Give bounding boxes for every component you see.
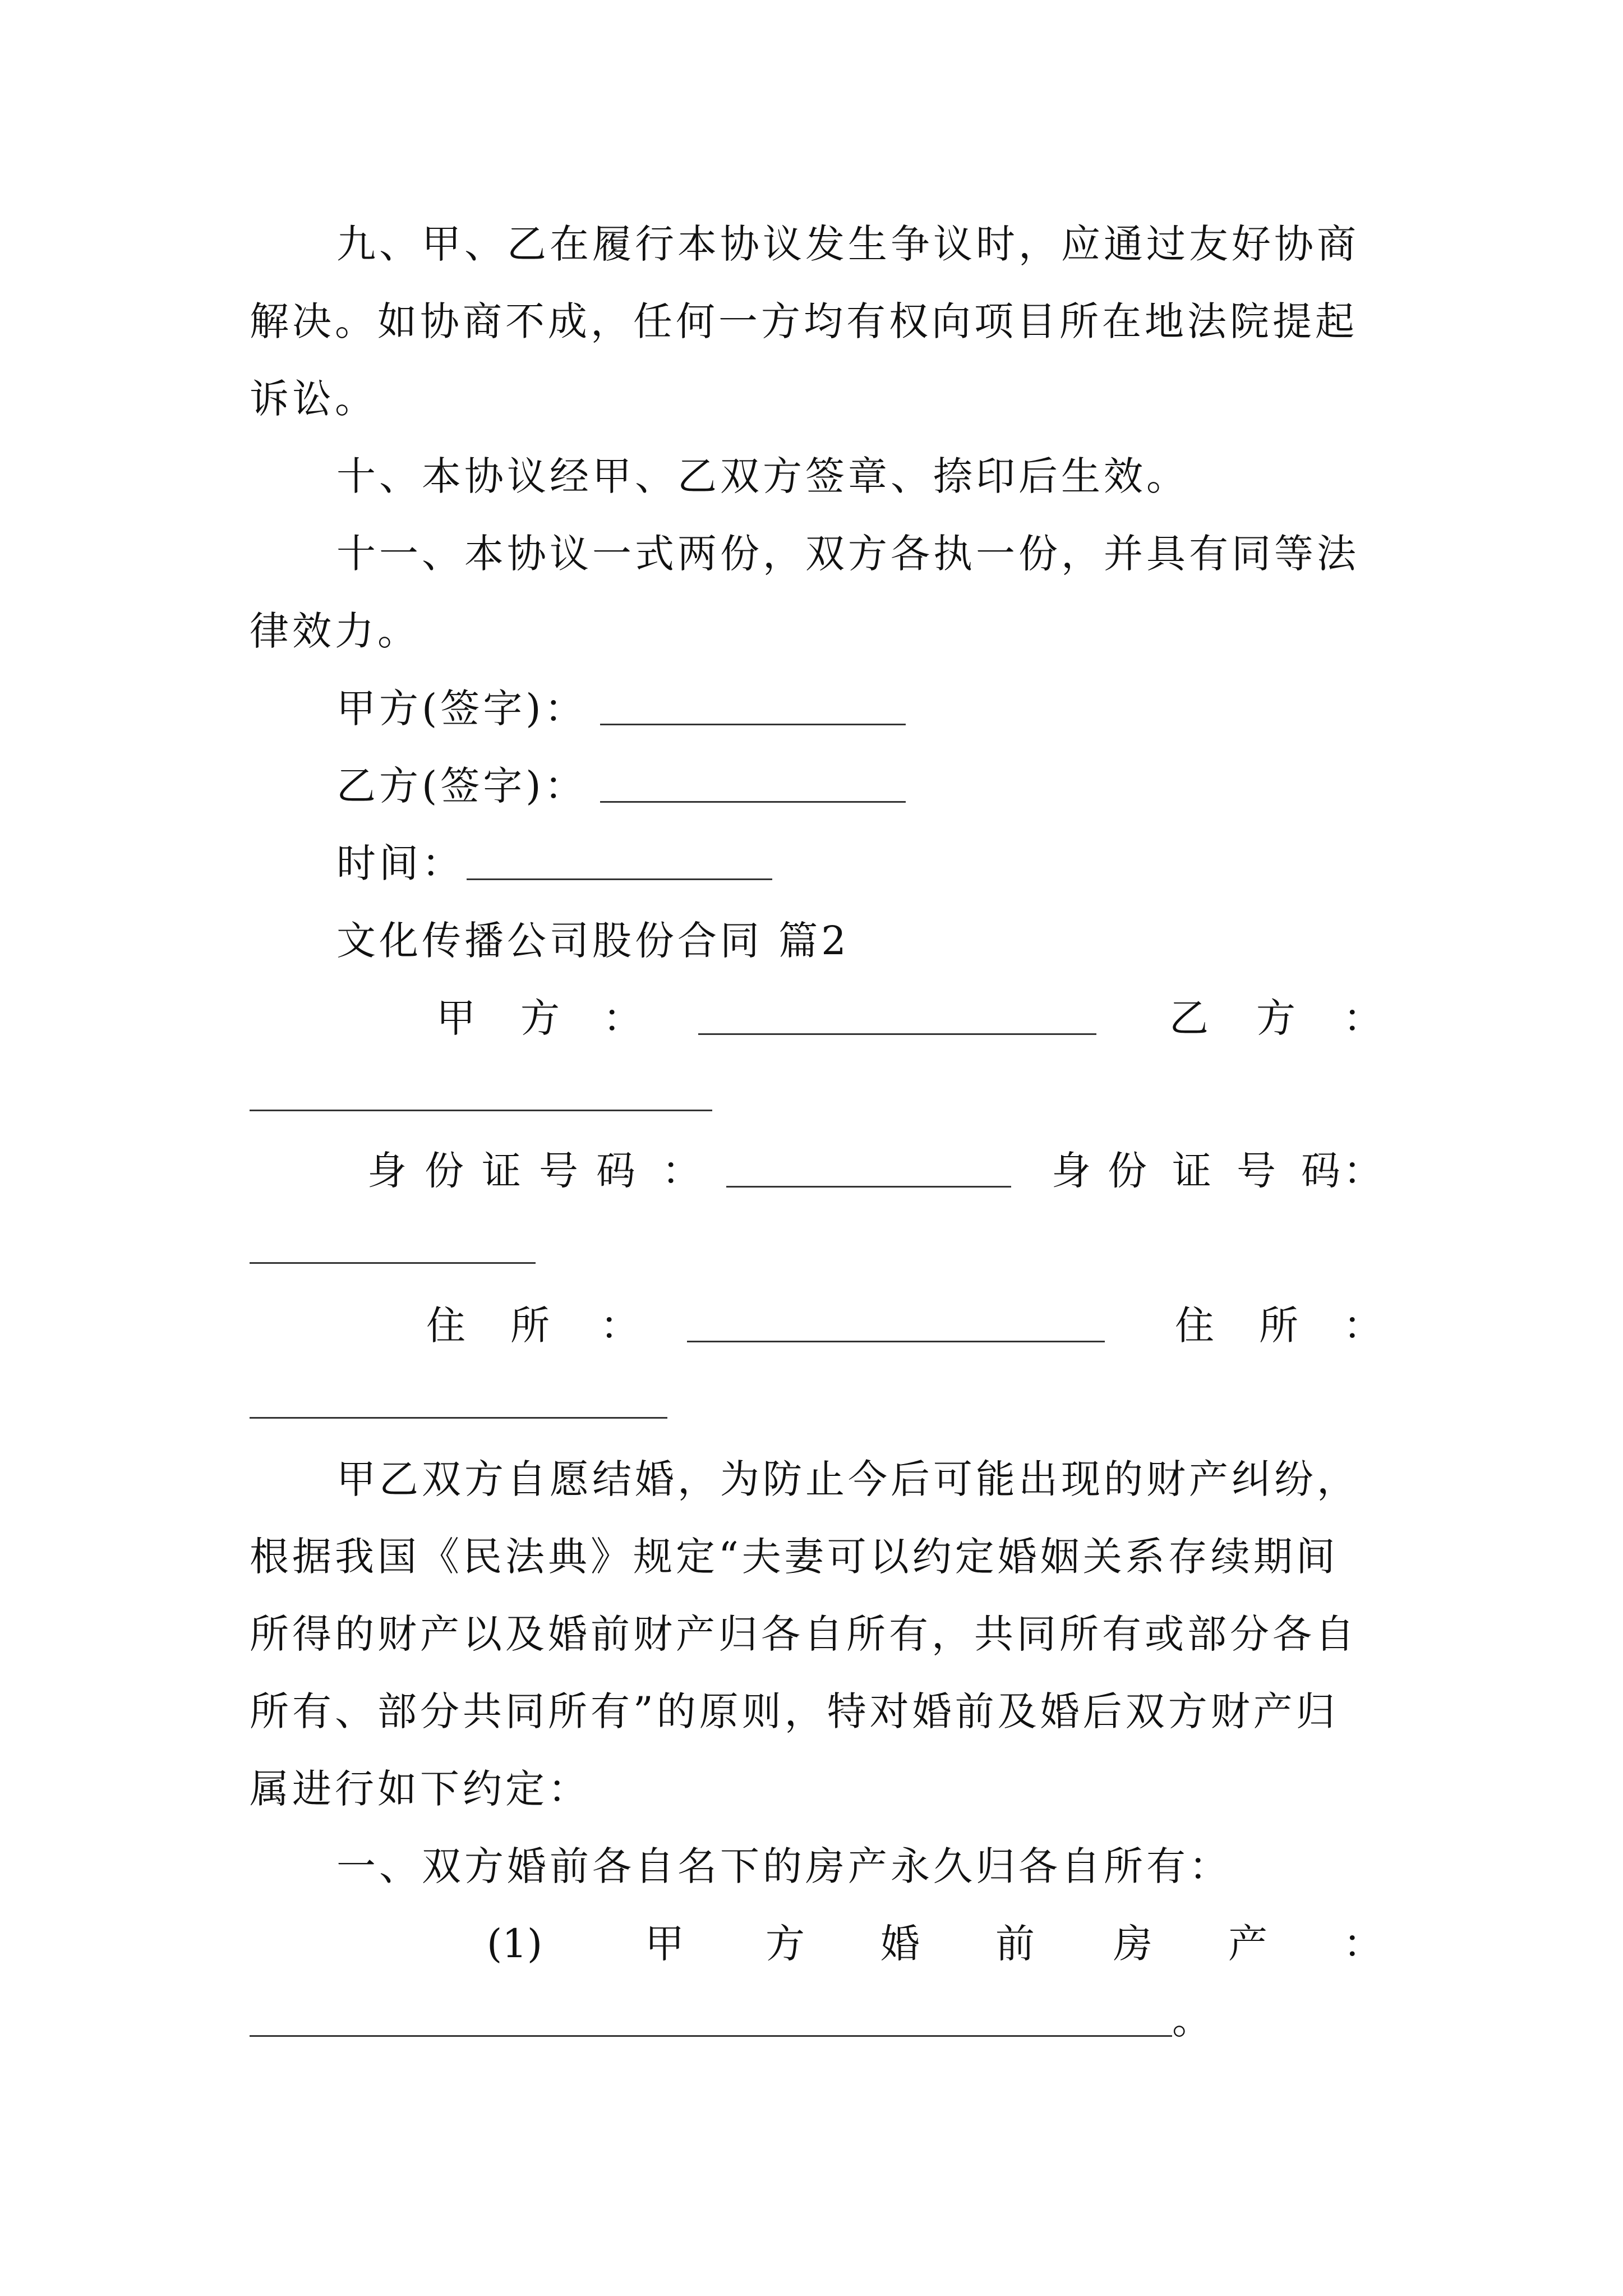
intro-line-3: 所得的财产以及婚前财产归各自所有，共同所有或部分各自 xyxy=(250,1611,1358,1657)
party-a-signature-blank[interactable] xyxy=(600,724,906,725)
id-b-char-6: ： xyxy=(1343,1148,1382,1194)
clause-10: 十、本协议经甲、乙双方签章、捺印后生效。 xyxy=(336,453,1189,499)
party-b-signature-blank[interactable] xyxy=(600,801,906,803)
item-1-sub-char-1: (1) xyxy=(487,1921,543,1967)
item-1-sub-char-4: 婚 xyxy=(880,1921,920,1967)
id-b-char-2: 份 xyxy=(1108,1148,1147,1194)
clause-9-line-2: 解决。如协商不成，任何一方均有权向项目所在地法院提起 xyxy=(250,298,1358,344)
party-a-char-1: 甲 xyxy=(436,995,476,1041)
addr-a-char-3: ： xyxy=(600,1303,639,1349)
party-a-signature-label: 甲方(签字)： xyxy=(336,685,587,731)
intro-line-1: 甲乙双方自愿结婚，为防止今后可能出现的财产纠纷， xyxy=(336,1456,1359,1502)
party-a-name-blank[interactable] xyxy=(698,1033,1096,1035)
item-1-sub-char-5: 前 xyxy=(995,1921,1035,1967)
id-b-char-4: 号 xyxy=(1237,1148,1276,1194)
party-b-name-blank[interactable] xyxy=(250,1110,712,1111)
date-label: 时间： xyxy=(336,840,464,886)
item-1-sub-char-7: 产 xyxy=(1228,1921,1267,1967)
intro-line-5: 属进行如下约定： xyxy=(250,1766,591,1812)
party-b-char-3: ： xyxy=(1343,995,1382,1041)
addr-a-blank[interactable] xyxy=(687,1341,1105,1342)
id-a-char-5: 码 xyxy=(596,1148,635,1194)
item-1-end-period: 。 xyxy=(1172,1997,1211,2043)
addr-a-char-1: 住 xyxy=(426,1303,465,1349)
party-b-signature-label: 乙方(签字)： xyxy=(336,763,587,809)
party-b-char-1: 乙 xyxy=(1169,995,1209,1041)
item-1-sub-char-6: 房 xyxy=(1113,1921,1152,1967)
item-1-property-blank[interactable] xyxy=(250,2035,1172,2037)
id-a-blank[interactable] xyxy=(726,1186,1011,1188)
addr-a-char-2: 所 xyxy=(510,1303,550,1349)
party-a-char-3: ： xyxy=(603,995,642,1041)
intro-line-4: 所有、部分共同所有”的原则，特对婚前及婚后双方财产归 xyxy=(250,1688,1339,1734)
party-a-char-2: 方 xyxy=(520,995,560,1041)
id-b-char-1: 身 xyxy=(1052,1148,1091,1194)
party-b-char-2: 方 xyxy=(1256,995,1295,1041)
addr-b-char-2: 所 xyxy=(1259,1303,1298,1349)
item-1-sub-char-8: ： xyxy=(1343,1921,1382,1967)
id-b-blank[interactable] xyxy=(250,1262,536,1264)
item-1-sub-char-2: 甲 xyxy=(645,1921,684,1967)
item-1-heading: 一、双方婚前各自名下的房产永久归各自所有： xyxy=(336,1843,1232,1889)
addr-b-char-3: ： xyxy=(1343,1303,1382,1349)
id-a-char-4: 号 xyxy=(539,1148,578,1194)
clause-11-line-1: 十一、本协议一式两份，双方各执一份，并具有同等法 xyxy=(336,531,1359,577)
date-blank[interactable] xyxy=(467,878,772,880)
intro-line-2: 根据我国《民法典》规定“夫妻可以约定婚姻关系存续期间 xyxy=(250,1534,1339,1580)
section-2-title: 文化传播公司股份合同 篇2 xyxy=(336,918,850,964)
clause-9-line-3: 诉讼。 xyxy=(250,376,377,422)
id-a-char-6: ： xyxy=(662,1148,701,1194)
id-b-char-3: 证 xyxy=(1172,1148,1211,1194)
clause-11-line-2: 律效力。 xyxy=(250,608,420,654)
id-a-char-1: 身 xyxy=(367,1148,407,1194)
id-b-char-5: 码 xyxy=(1301,1148,1340,1194)
addr-b-blank[interactable] xyxy=(250,1417,667,1419)
clause-9-line-1: 九、甲、乙在履行本协议发生争议时，应通过友好协商 xyxy=(336,221,1359,267)
id-a-char-3: 证 xyxy=(482,1148,521,1194)
item-1-sub-char-3: 方 xyxy=(766,1921,805,1967)
addr-b-char-1: 住 xyxy=(1175,1303,1214,1349)
id-a-char-2: 份 xyxy=(425,1148,464,1194)
